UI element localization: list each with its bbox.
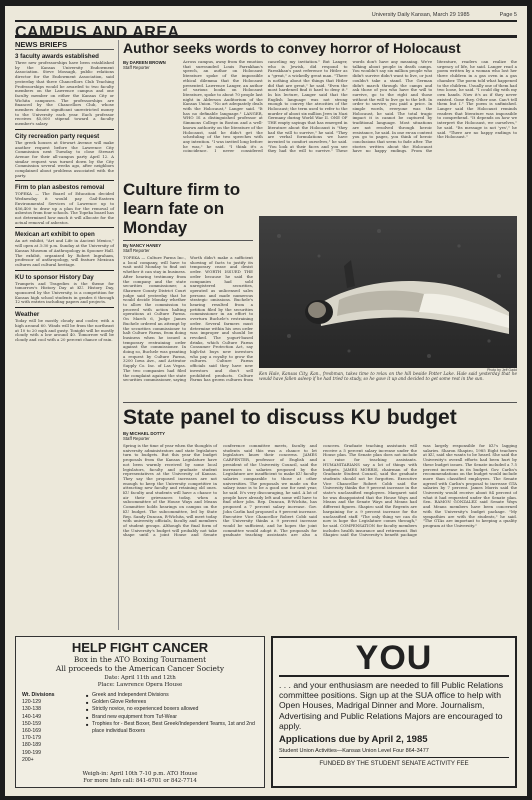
budget-byline [123, 431, 517, 441]
division-item: 190-199 [22, 749, 42, 756]
holocaust-body: Across campus, away from the emotion that surrounded Louis Farrakhan's speech, an author on Holocaust literature spoke of the impossible ethical dilemma that the Holocaust presented. Lawrence Langer, an author of various books on Holocaust literature, spoke to about 70 people last night in Alderson Auditorium of the Kansas Union. "No art adequately deals with the Holocaust," Langer said. "It has no definable language." LANGER, WHO IS a distinguished professor at Simmons College in Boston and a well-known authority on the literature of the Holocaust, said he didn't get the scheduling of the two speeches with any intention. "I was invited long before he was," he said. "I think it's a coincidence. I never considered canceling my invitation." But Langer, who is Jewish, did respond to Farrakhan's past reference to Hitler as a "great," a wickedly great man. "There is nothing about the things that Hitler did that are great," he said. "Even the most hardened find it hard to deny it." In his lecture, Langer said that the English language was not strong enough to convey the atrocities of the Holocaust; the term used to refer to the murder of about six million Jews in Nazi Germany during World War II. ONE OF THE empty sayings that has emerged in literature about the Holocaust is "they had the will to survive," he said. "They are verbal formulations we have invented to comfort ourselves," he said. "You look at their faces and you see they had the will to survive." These words don't have any meaning. We're talking about people in death camps. You wouldn't say six million people who didn't survive didn't want to live, or just couldn't take a stand. The German didn't march through the camps and ask those of you who have the will to survive, go to the right and those without the will to live go to the left. In order to survive, you paid a price. In simple words, everyone was the Holocaust, he said. The total tragic impact it is cannot be captured by traditional language. Most situations are not resolved through heroic resistance, he said. In one ex-an content you go to pages, you think of heroic conclusions that seem to fade after. The stories written about the Holocaust have no happy endings. From the literature, readers can realize the urgency of life, he said. Langer read a poem written by a woman who lost her three children in a gas oven in a gas chamber. The poem told what happened to the children. Usually one of them had two loose, he said. "I could dig with my own hands. Now it's as if they never existed. Gone they. Other one. Can't tell them but I." The poem is unfinished. Langer said the Holocaust reminds readers that literature was impossible to comprehend. "It depends on how we interpret the Holocaust, we ourselves," he said. "Its message is not 'yes'," he said. "There are no happy endings to the Holocaust." [183, 60, 517, 154]
holocaust-byline [123, 60, 179, 70]
feature-item: ■ Strictly novice, no experienced boxers allowed [86, 706, 258, 713]
culture-body: TOPEKA — Culture Farms Inc., a local company, will have to wait until Monday to find out whether it can stay in business. After hearing testimony from the company and the state securities commissioner, a Shawnee County District Court judge said yesterday that he would decide Monday whether to allow the commission to proceed with action halting operations at Culture Farms. On March 6, Judge James Buchele ordered an attempt by the securities commissioner to halt Culture Farms, from doing business when he issued a temporary restraining order against the commissioner. In doing so, Buchele was granting a request by Culture Farms, 3200 Iowa Ave., and Activator Supply Co. Inc. of Las Vegas. The two companies had filed the complaint against the state securities commissioner, saying Worth didn't make a sufficient showing of facts to justify its temporary cease and desist order. WORTH ISSUED THE order because he said the companies had sold unregistered securities, operated as unlicensed sales persons and made numerous strategic omissions. Buchele's hearing resulted from a petition filed by the securities commissioner in an effort to overturn Buchele's restraining order. Several farmers must determine within his own order was improper and should be revoked. The yogurt-based drinks, which Culture Farms Consumer Protection Act, say high-fat buys new investors who pay a royalty to grow the cultures. Culture Farms officials said they have new investors and don't sell prohibited products. Culture Farms has grown cultures from [123, 256, 253, 383]
brief-headline: City recreation party request [15, 132, 100, 140]
ad-title: HELP FIGHT CANCER [71, 640, 209, 655]
application-deadline: Applications due by April 2, 1985 [279, 734, 428, 746]
boxing-tournament-ad [15, 636, 265, 788]
ad-footer [22, 771, 258, 784]
photo-caption: Ken Hale, Kansas City, Kan., freshman, takes time to relax on the hill beside Potter Lake. Hale said yesterday that he would have fallen asleep if he had tried to study, so he gave it up and decided to get some rest in the sun. [259, 371, 517, 381]
feature-item: ■ Brand new equipment from Tuf-Wear [86, 714, 258, 721]
ad-subtitle: Box in the ATO Boxing Tournament [73, 655, 207, 664]
byline-role: Staff Reporter [123, 65, 150, 70]
division-item: 200+ [22, 756, 34, 763]
brief-headline: KU to sponsor History Day [15, 273, 94, 281]
holocaust-story [123, 40, 517, 178]
funding-note: FUNDED BY THE STUDENT SENATE ACTIVITY FEE [279, 757, 509, 767]
section-header [15, 20, 517, 41]
brief-headline: Weather [15, 311, 40, 319]
culture-firm-story [123, 180, 253, 396]
photo-block [259, 216, 517, 396]
brief-body: Three new professorships have been established by the Kansas University Endowment Association. Steve Mossagh, public relations director for the Endowment Association, said yesterday that three Chancellors Club Teaching Professorships would be awarded to two faculty members on the Lawrence campus and one faculty member on either the Kansas City or Wichita campuses. The professorships are financed by the Chancellors Club, whose members donate significant unrestricted money to the University each year. Each professor receives $5,000 stipend toward a faculty member's salary. [15, 60, 114, 127]
brief-body: An art exhibit, "Art and Life in Ancient Mexico," will open at 3:30 p.m. Sunday at the University of Kansas Museum of Anthropology in Spooner Hall. The exhibit, organized by Robert Ingraham, professor of anthropology, will feature Mexican cultures and cultural heritage. [15, 238, 114, 267]
union-address: Student Union Activities—Kansas Union Level Four 864-3477 [279, 748, 429, 755]
culture-headline: Culture firm to learn fate on Monday [123, 180, 241, 237]
division-item: 130-138 [22, 706, 42, 713]
advertisements [15, 636, 517, 788]
divider [15, 227, 114, 228]
divisions-heading: Wt. Divisions [22, 692, 55, 698]
division-item: 170-179 [22, 735, 42, 742]
division-item: 140-149 [22, 713, 42, 720]
sua-recruitment-ad [271, 636, 517, 788]
park-photo [259, 216, 517, 368]
ad-subtitle-2: All proceeds to the American Cancer Society [55, 664, 225, 673]
ad-place: Place: Lawrence Opera House [97, 681, 183, 688]
photo-credit: Photo by Jeff Gadd [487, 368, 517, 372]
weight-divisions [22, 692, 80, 764]
byline-role: Staff Reporter [123, 248, 150, 253]
division-item: 150-159 [22, 720, 42, 727]
byline-name: By NANCY HANEY [123, 243, 162, 248]
division-item: 120-129 [22, 699, 42, 706]
byline-name: By DAREEN BROWN [123, 60, 166, 65]
feature-item: ■ Golden Glove Referees [86, 699, 258, 706]
news-briefs-column [15, 40, 119, 630]
divider [15, 307, 114, 308]
culture-byline [123, 240, 253, 253]
divider [15, 129, 114, 130]
divider [15, 270, 114, 271]
brief-headline: Firm to plan asbestos removal [15, 184, 105, 192]
budget-story [123, 406, 517, 630]
info-phone: For more Info call: 841-6701 or 842-7714 [83, 777, 197, 784]
brief-body: Trumpets and Tragedies is the theme for tomorrow's History Day at KU. History Day, sponsored by the University, is a competition for Kansas high school students in grades 6 through 12 with entries including papers and projects. [15, 280, 114, 305]
newspaper-page [5, 6, 527, 796]
byline-role: Staff Reporter [123, 436, 150, 441]
folio-page-number: Page 5 [499, 12, 517, 18]
ad-body: . . . and your enthusiasm are needed to fill Public Relations committee positions. Sign up at the SUA office to help with Open Houses, Madrigal Dinner and More. Journalism, Advertising and Public Relations Majors are encouraged to apply. [279, 680, 504, 731]
budget-headline: State panel to discuss KU budget [123, 406, 457, 429]
tournament-features [80, 692, 258, 764]
brief-body: The greek houses at Stewart Avenue will make another request before the Lawrence City Commission next Tuesday to close Stewart Avenue for their all-campus party April 12. A similar request was turned down by the City Commission several weeks ago, after neighbors complained about problems associated with the party. [15, 139, 114, 178]
brief-headline: Mexican art exhibit to open [15, 231, 95, 239]
divider [123, 402, 517, 403]
holocaust-headline: Author seeks words to convey horror of Holocaust [123, 40, 461, 56]
brief-body: Today will be mostly cloudy and cooler, with a high around 60. Winds will be from the northeast at 10 to 20 mph and gusty. Tonight will be mostly cloudy with a low around 40. Tomorrow will be cloudy and cool with a 20 percent chance of rain. [15, 318, 114, 342]
section-title: CAMPUS AND AREA [15, 24, 180, 41]
brief-body: TOPEKA — The Board of Education decided Wednesday it would pay Gail-Eastern Environmental Services of Lawrence up to $56,400 to draw up a plan for the removal of asbestos from four schools. The Topeka board has not determined how much it will allocate for the actual removal of asbestos. [15, 191, 114, 225]
folio-publication: University Daily Kansan, March 29 1985 [371, 12, 470, 18]
feature-item: ■ Greek and Independent Divisions [86, 692, 258, 699]
weigh-in: Weigh-in: April 10th 7-10 p.m. ATO House [82, 771, 198, 778]
brief-headline: 3 faculty awards established [15, 53, 99, 60]
division-item: 180-189 [22, 742, 42, 749]
budget-body: Spring is the time of year when the thoughts of university administrators and state legislators turn to budgets. But this year the budget proposals from the Kansas Legislature have not been warmly received by some local legislators, faculty and graduate student representatives at the University of Kansas. They say the proposed increases are not enough to keep the University competitive in attracting new faculty and retaining old ones. KU faculty and students will have a chance to air their grievances today, when a subcommittee of the House Ways and Means Committee holds hearings on campus on the KU budget. The subcommittee, led by State Rep. Sandy Duncan, R-Wichita, will meet today with university officials, faculty and members of student groups. Although the final form of the University's budget will probably not take shape until a joint House and Senate conference committee meets, faculty and students said this was a chance to let legislators know their concerns. JAMES CARPENTER, professor of English and president of the University Council, said the increases in salaries proposed by the Legislature are insufficient to make KU faculty salaries comparable to those at other universities. The proposals we made on the salary issue is to be a good one for next year, he said. It's very discouraging, he said. A lot of people have already left and some will have to find other jobs. Rep. Duncan, R-Wichita, has proposed a 7 percent salary increase. Gov. John Carlin had proposed a 9 percent increase. Executive Vice Chancellor Robert Cobb said the University thinks a 9 percent increase would be sufficient, and he hopes the joint committee would adopt it. The proposals for graduate teaching assistants are also a concern. Graduate teaching assistants will receive a 5 percent salary increase under the House plan. The Senate plan does not include a raise for teaching assistants. HUMANITARIANS say a lot of things with budgets. JAMES MORRIS, chairman of the Graduate Student Council, said the graduate students should not be forgotten. Executive Vice Chancellor Robert Cobb said the University thinks the 9 percent increase in the state's unclassified employees. Margaret said he was disappointed that the House Ways and Means and the Senate Ways and Means had different figures. Shapiro said the Regents are bargaining for a 9 percent increase for the unclassified staff. "The only thing we can do now is hope the Legislature comes through," he said. COMPENSATION for faculty members includes health insurance and retirement. But Shapiro said the University's benefit package was largely responsible for KU's lagging salaries. Sharon Shapiro, 1985 Eight teachers at KU, said she wants to be heard. She said the University's overall efforts had been hurt by these budget issues. The Senate included a 7.5 percent increase in its budget. Gov. Carlin's recommendations on the budget would include more than classified employees. The Senate agreed with Carlin's proposal to increase GTA salaries by 7 percent. James Morris said the University would receive about 84 percent of what it had requested under the Senate plan. Sen. RAMON GONZALEZ said Senate Ways and Means members have been concerned with the University's budget package. "My sympathies are with the students," he said. "The GTAs are important to keeping a quality program at the University." [123, 444, 517, 538]
feature-item: ■ Trophies for - Best Boxer, Best Greek/Independent Teams, 1st and 2nd place individual Boxers [86, 721, 258, 735]
divider [15, 180, 114, 181]
division-item: 160-169 [22, 728, 42, 735]
ad-date: Date: April 11th and 12th [104, 675, 176, 681]
main-stories [123, 40, 517, 630]
news-briefs-title: NEWS BRIEFS [15, 40, 114, 50]
ad-headline: YOU [279, 641, 509, 677]
byline-name: By MICHAEL DOTTY [123, 431, 165, 436]
page-folio [15, 12, 517, 18]
